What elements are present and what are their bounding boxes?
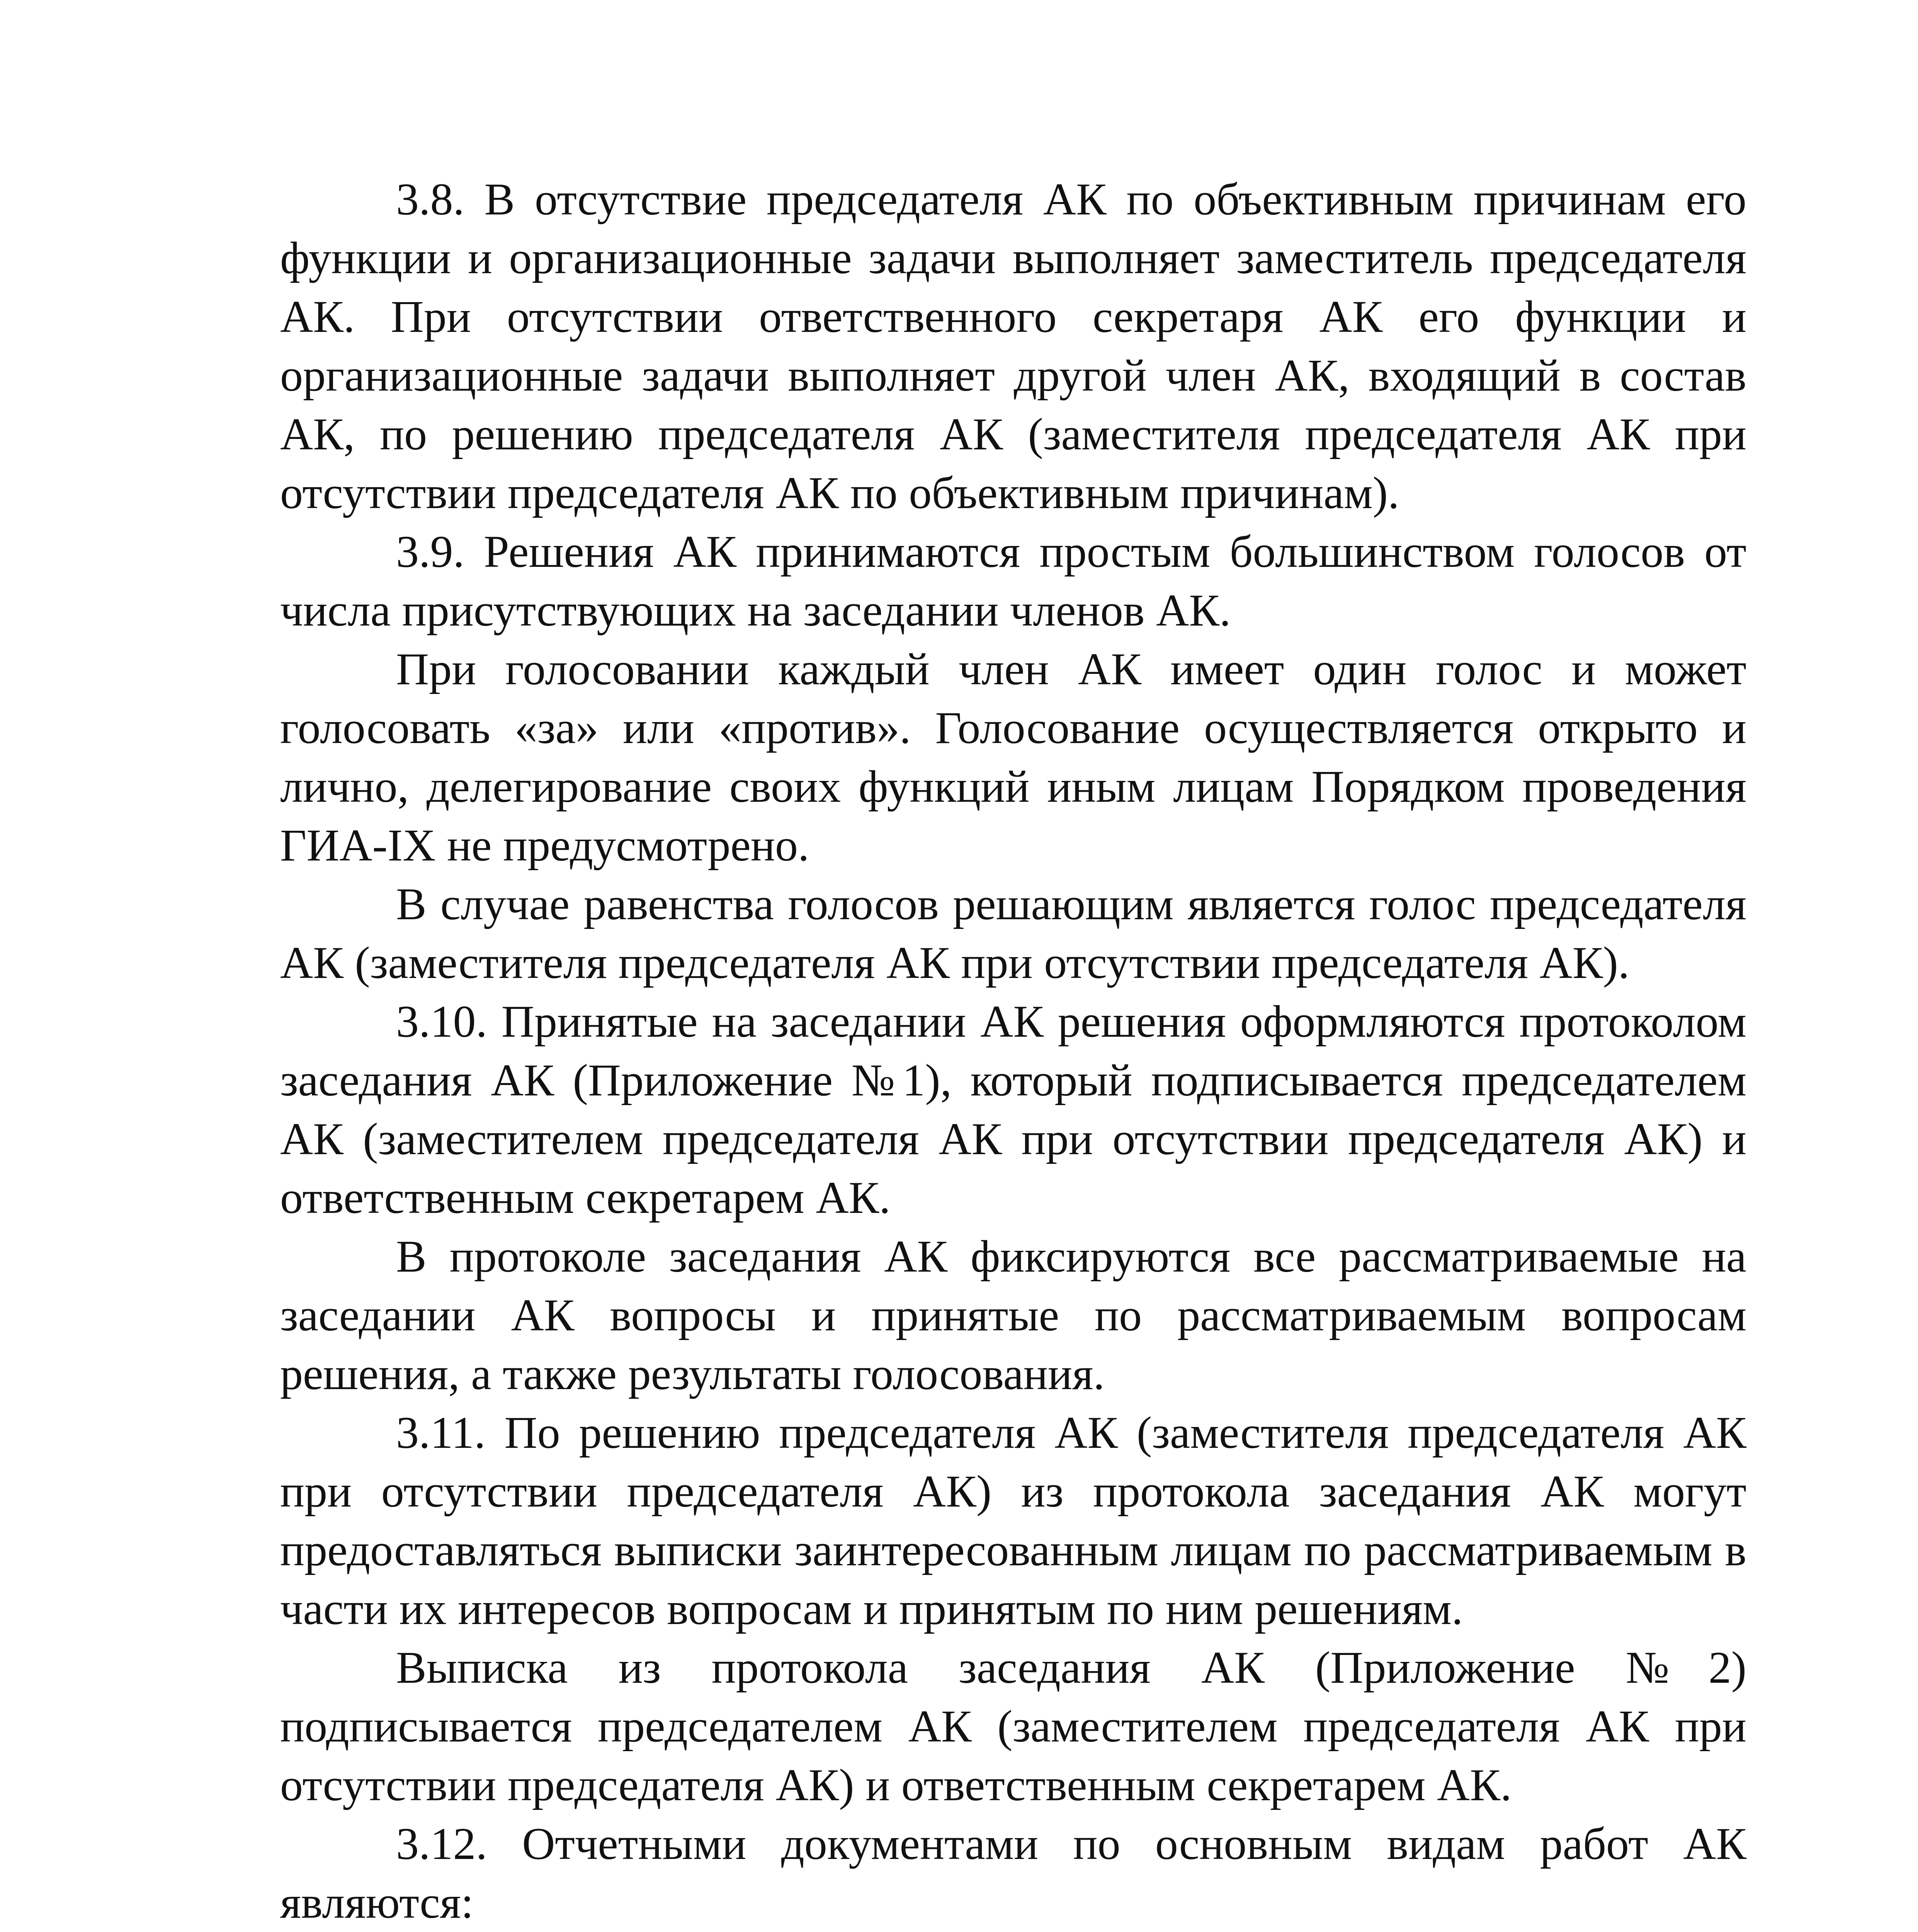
paragraph-extract: Выписка из протокола заседания АК (Приложение №2) подписывается председателем АК (заместителем председателя АК при отсутствии председателя АК) и ответственным секретарем АК. [280,1642,1746,1810]
paragraph-3-12: 3.12. Отчетными документами по основным видам работ АК являются: [280,1818,1746,1928]
paragraph-tie-vote: В случае равенства голосов решающим является голос председателя АК (заместителя председателя АК при отсутствии председателя АК). [280,879,1746,988]
paragraph-3-11: 3.11. По решению председателя АК (заместителя председателя АК при отсутствии председателя АК) из протокола заседания АК могут предоставляться выписки заинтересованным лицам по рассматриваемым в части их интересов вопросам и принятым по ним решениям. [280,1407,1746,1634]
paragraph-3-10: 3.10. Принятые на заседании АК решения оформляются протоколом заседания АК (Приложение №1), который подписывается председателем АК (заместителем председателя АК при отсутствии председателя АК) и ответственным секретарем АК. [280,996,1746,1223]
document-body [280,170,1746,1932]
paragraph-voting: При голосовании каждый член АК имеет один голос и может голосовать «за» или «против». Голосование осуществляется открыто и лично, делегирование своих функций иным лицам Порядком проведения ГИА-IX не предусмотрено. [280,644,1746,871]
paragraph-protocol-records: В протоколе заседания АК фиксируются все рассматриваемые на заседании АК вопросы и принятые по рассматриваемым вопросам решения, а также результаты голосования. [280,1231,1746,1399]
paragraph-3-8: 3.8. В отсутствие председателя АК по объективным причинам его функции и организационные задачи выполняет заместитель председателя АК. При отсутствии ответственного секретаря АК его функции и организационные задачи выполняет другой член АК, входящий в состав АК, по решению председателя АК (заместителя председателя АК при отсутствии председателя АК по объективным причинам). [280,174,1746,518]
paragraph-3-9: 3.9. Решения АК принимаются простым большинством голосов от числа присутствующих на заседании членов АК. [280,526,1746,636]
